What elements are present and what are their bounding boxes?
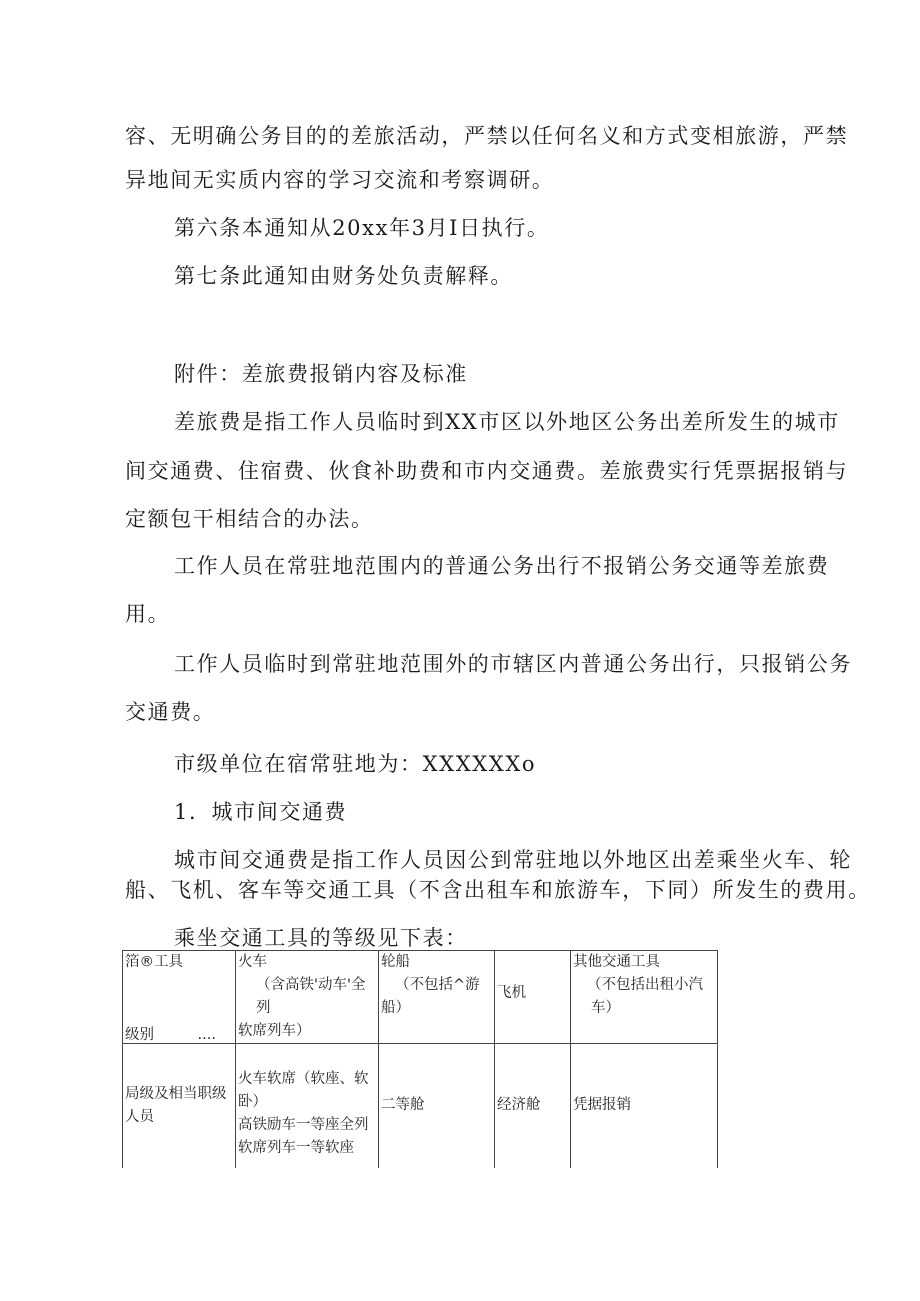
header-ship-title: 轮船 xyxy=(381,954,410,970)
ship-cell xyxy=(379,1044,495,1168)
train-text: 软席列车一等软座 xyxy=(238,1140,354,1156)
paragraph-line: 工作人员临时到常驻地范围外的市辖区内普通公务出行，只报销公务 xyxy=(174,652,852,676)
level-text-cont: 人员 xyxy=(125,1108,154,1125)
header-train-title: 火车 xyxy=(238,954,267,970)
header-ship-note: （不包括^游 xyxy=(395,977,480,993)
transport-grade-table xyxy=(122,950,718,1168)
header-tools-label: 箔®工具 xyxy=(125,954,183,970)
paragraph-line: 乘坐交通工具的等级见下表： xyxy=(174,926,468,950)
paragraph-line: 城市间交通费是指工作人员因公到常驻地以外地区出差乘坐火车、轮 xyxy=(174,848,852,872)
article-seven: 第七条此通知由财务处负责解释。 xyxy=(174,264,513,288)
level-cell xyxy=(123,1044,236,1168)
attachment-title: 附件：差旅费报销内容及标准 xyxy=(174,362,468,386)
header-cell-ship xyxy=(379,951,495,1044)
header-cell-plane xyxy=(495,951,571,1044)
plane-cell xyxy=(495,1044,571,1168)
table-row xyxy=(123,1044,718,1168)
train-text: 卧） xyxy=(238,1094,267,1110)
paragraph-line: 用。 xyxy=(125,602,171,626)
paragraph-line: 容、无明确公务目的的差旅活动，严禁以任何名义和方式变相旅游，严禁 xyxy=(125,124,849,148)
ship-text: 二等舱 xyxy=(381,1097,425,1114)
paragraph-line: 异地间无实质内容的学习交流和考察调研。 xyxy=(125,168,555,192)
header-ship-note-cont: 船） xyxy=(381,1000,410,1016)
header-cell-category xyxy=(123,951,236,1044)
other-text: 凭据报销 xyxy=(573,1097,631,1114)
paragraph-line: 船、飞机、客车等交通工具（不含出租车和旅游车，下同）所发生的费用。 xyxy=(125,878,871,902)
paragraph-line: 差旅费是指工作人员临时到XX市区以外地区公务出差所发生的城市 xyxy=(174,410,840,434)
paragraph-line: 定额包干相结合的办法。 xyxy=(125,507,374,531)
train-text: 火车软席（软座、软 xyxy=(238,1071,369,1087)
header-other-note: （不包括出租小汽 xyxy=(587,977,703,993)
train-text: 高铁励车一等座全列 xyxy=(238,1117,369,1133)
level-text: 局级及相当职级 xyxy=(125,1085,227,1102)
table-header-row xyxy=(123,951,718,1044)
other-cell xyxy=(571,1044,718,1168)
train-cell xyxy=(236,1044,379,1168)
header-plane-title: 飞机 xyxy=(497,984,526,1001)
paragraph-line: 工作人员在常驻地范围内的普通公务出行不报销公务交通等差旅费 xyxy=(174,554,830,578)
section-heading: 1．城市间交通费 xyxy=(174,800,348,824)
plane-text: 经济舱 xyxy=(497,1097,541,1114)
header-train-note: （含高铁'动车'全列 xyxy=(256,977,366,1016)
paragraph-line: 交通费。 xyxy=(125,700,216,724)
header-train-note-cont: 软席列车） xyxy=(238,1023,311,1039)
header-other-note-cont: 车） xyxy=(591,1000,620,1016)
header-other-title: 其他交通工具 xyxy=(573,954,660,970)
header-cell-other xyxy=(571,951,718,1044)
paragraph-line: 市级单位在宿常驻地为：XXXXXXo xyxy=(174,752,537,776)
header-level-label: 级别 .... xyxy=(125,1027,216,1043)
paragraph-line: 间交通费、住宿费、伙食补助费和市内交通费。差旅费实行凭票据报销与 xyxy=(125,459,849,483)
header-cell-train xyxy=(236,951,379,1044)
article-six: 第六条本通知从20xx年3月I日执行。 xyxy=(174,216,550,240)
